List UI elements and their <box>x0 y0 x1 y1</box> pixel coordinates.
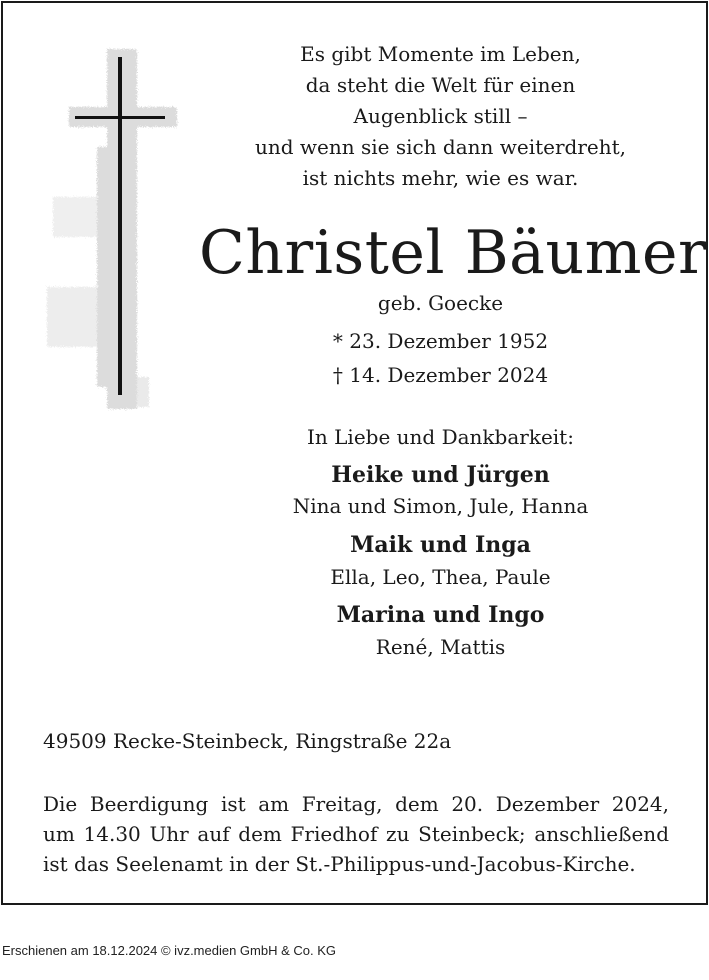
death-date: † 14. Dezember 2024 <box>332 363 549 387</box>
notice-frame <box>1 1 708 905</box>
mourners-intro: In Liebe und Dankbarkeit: <box>307 425 574 449</box>
deceased-name: Christel Bäumer <box>199 218 708 288</box>
family-head: Maik und Inga <box>350 532 531 558</box>
birth-date: * 23. Dezember 1952 <box>332 329 549 353</box>
poem-line: ist nichts mehr, wie es war. <box>302 166 579 190</box>
publication-footer: Erschienen am 18.12.2024 © ivz.medien GmbH & Co. KG <box>2 943 337 958</box>
family-head: Marina und Ingo <box>336 602 545 628</box>
funeral-line: Die Beerdigung ist am Freitag, dem 20. Dezember 2024, <box>43 792 669 816</box>
poem-line: Augenblick still – <box>353 104 528 128</box>
birth-name: geb. Goecke <box>377 291 504 315</box>
funeral-info <box>43 789 669 879</box>
poem <box>203 39 678 194</box>
cross-icon <box>39 47 179 417</box>
funeral-line: ist das Seelenamt in der St.-Philippus-und-Jacobus-Kirche. <box>43 852 636 876</box>
poem-line: da steht die Welt für einen <box>305 73 576 97</box>
address: 49509 Recke-Steinbeck, Ringstraße 22a <box>43 729 452 753</box>
family-members: René, Mattis <box>375 635 506 659</box>
poem-line: Es gibt Momente im Leben, <box>300 42 581 66</box>
family-head: Heike und Jürgen <box>331 462 550 488</box>
family-members: Ella, Leo, Thea, Paule <box>330 565 551 589</box>
funeral-line: um 14.30 Uhr auf dem Friedhof zu Steinbeck; anschließend <box>43 822 669 846</box>
poem-line: und wenn sie sich dann weiterdreht, <box>254 135 627 159</box>
family-members: Nina und Simon, Jule, Hanna <box>292 494 589 518</box>
